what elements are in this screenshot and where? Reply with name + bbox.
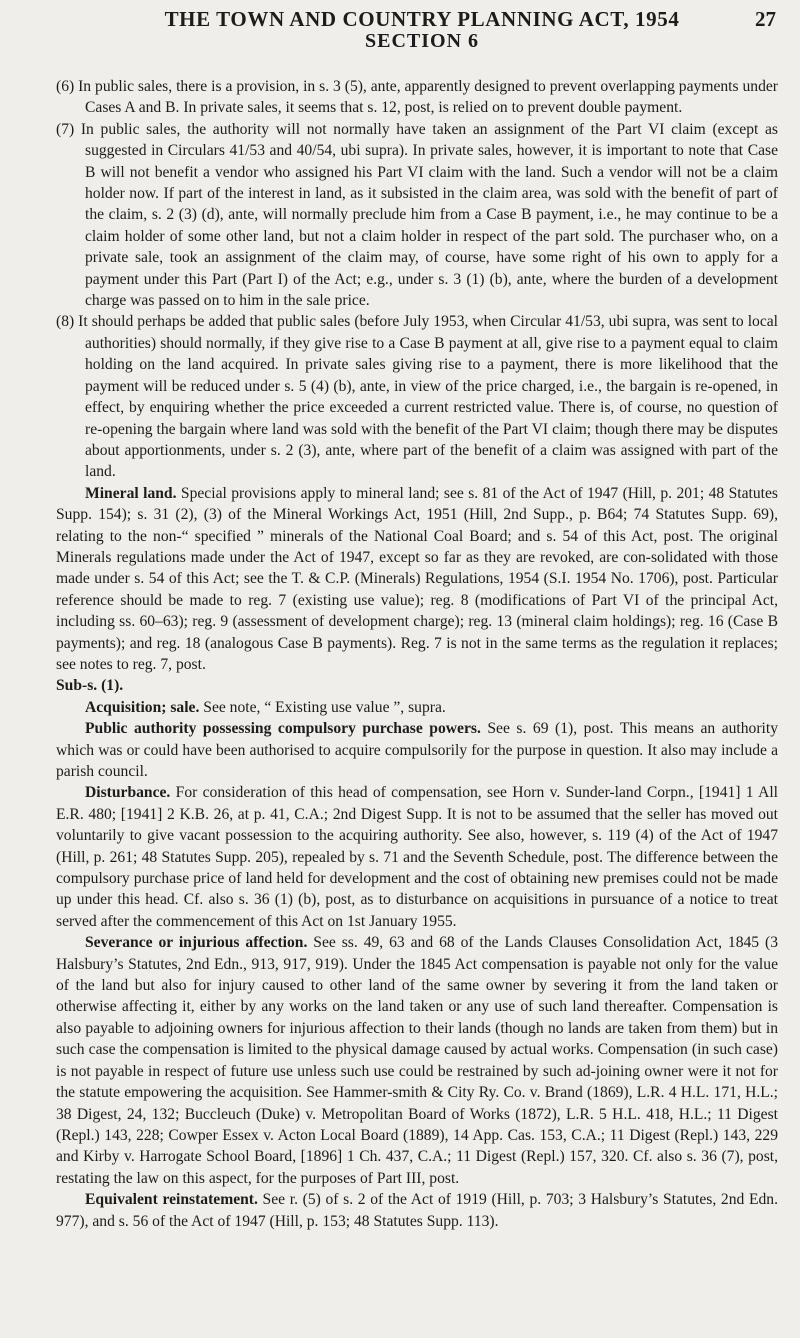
heading-equivalent-reinstatement: Equivalent reinstatement. — [85, 1191, 258, 1209]
heading-severance: Severance or injurious affection. — [85, 934, 308, 952]
heading-public-authority: Public authority possessing compulsory purchase powers. — [85, 720, 481, 738]
text-mineral-land: Special provisions apply to mineral land; see s. 81 of the Act of 1947 (Hill, p. 201; 48 Statutes Supp. 154); s. 31 (2), (3) of the Mineral Workings Act, 1951 (Hill, 2nd Supp., p. B64; 74 Statutes Supp. 69), relating to the non-“ specified ” minerals of the National Coal Board; and s. 54 of this Act, post. The original Minerals regulations made under the Act of 1947, except so far as they are revoked, are con-solidated with those made under s. 54 of this Act; see the T. & C.P. (Minerals) Regulations, 1954 (S.I. 1954 No. 1706), post. Particular reference should be made to reg. 7 (existing use value); reg. 8 (modifications of Part VI of the principal Act, including ss. 60–63); reg. 9 (assessment of development charge); reg. 13 (mineral claim holdings); reg. 16 (Case B payments); and reg. 18 (analogous Case B payments). Reg. 7 is not in the same terms as the regulation it replaces; see notes to reg. 7, post. — [56, 484, 778, 673]
paragraph-disturbance — [56, 782, 778, 932]
paragraph-acquisition-sale — [56, 697, 778, 718]
paragraph-equivalent-reinstatement — [56, 1189, 778, 1232]
body-text — [56, 76, 778, 1232]
heading-mineral-land: Mineral land. — [85, 484, 177, 502]
page-number: 27 — [755, 7, 776, 31]
text-equivalent-reinstatement: See r. (5) of s. 2 of the Act of 1919 (Hill, p. 703; 3 Halsbury’s Statutes, 2nd Edn. 977), and s. 56 of the Act of 1947 (Hill, p. 153; 48 Statutes Supp. 113). — [56, 1191, 778, 1230]
text-public-authority: See s. 69 (1), post. This means an authority which was or could have been authorised to acquire compulsorily for the purpose in question. It also may include a parish council. — [56, 720, 778, 780]
paragraph-8: (8) It should perhaps be added that public sales (before July 1953, when Circular 41/53, ubi supra, was sent to local authorities) should normally, if they give rise to a Case B payment at all, give rise to a payment equal to claim holding on the land acquired. In private sales giving rise to a payment, there is more likelihood that the payment will be reduced under s. 5 (4) (b), ante, in view of the price charged, i.e., the bargain is re-opened, in effect, by enquiring whether the price exceeded a current restricted value. There is, of course, no question of re-opening the bargain where land was sold with the benefit of the Part VI claim; though there may be disputes about apportionments, under s. 2 (3), ante, where part of the benefit of a claim was assigned with part of the land. — [56, 313, 778, 481]
heading-sub-s-1: Sub-s. (1). — [56, 677, 124, 695]
text-severance: See ss. 49, 63 and 68 of the Lands Clauses Consolidation Act, 1845 (3 Halsbury’s Statutes, 2nd Edn., 913, 917, 919). Under the 1845 Act compensation is payable not only for the value of the land but also for injury caused to other land of the same owner by severing it from the land taken or otherwise affecting it, either by any works on the land taken or any use of such land thereafter. Compensation is also payable to adjoining owners for injurious affection to their lands (though no lands are taken from them) but in such case the compensation is limited to the physical damage caused by actual works. Compensation (in such case) is not payable in respect of future use unless such use could be restrained by such ad-joining owner were it not for the statute empowering the acquisition. See Hammer-smith & City Ry. Co. v. Brand (1869), L.R. 4 H.L. 171, H.L.; 38 Digest, 24, 132; Buccleuch (Duke) v. Metropolitan Board of Works (1872), L.R. 5 H.L. 418, H.L.; 11 Digest (Repl.) 143, 228; Cowper Essex v. Acton Local Board (1889), 14 App. Cas. 153, C.A.; 11 Digest (Repl.) 143, 229 and Kirby v. Harrogate School Board, [1896] 1 Ch. 437, C.A.; 11 Digest (Repl.) 157, 320. Cf. also s. 36 (7), post, restating the law on this aspect, for the purposes of Part III, post. — [56, 934, 778, 1187]
act-title: THE TOWN AND COUNTRY PLANNING ACT, 1954 — [164, 7, 680, 31]
paragraph-severance — [56, 932, 778, 1189]
paragraph-7: (7) In public sales, the authority will not normally have taken an assignment of the Part VI claim (except as suggested in Circulars 41/53 and 40/54, ubi supra). In private sales, however, it is important to note that Case B will not benefit a vendor who assigned his Part VI claim with the land. Such a vendor will not be a claim holder now. If part of the interest in land, as it subsisted in the claim area, was sold with the benefit of part of the claim, s. 2 (3) (d), ante, will normally preclude him from a Case B payment, i.e., he may continue to be a claim holder of some other land, but not a claim holder in respect of the part sold. The purchaser who, on a private sale, took an assignment of the claim may, of course, have some right of his own to apply for a payment under this Part (Part I) of the Act; e.g., under s. 3 (1) (b), ante, where the burden of a development charge was passed on to him in the sale price. — [56, 120, 778, 310]
paragraph-public-authority — [56, 718, 778, 782]
paragraph-sub-s-1 — [56, 675, 778, 696]
paragraph-mineral-land — [56, 483, 778, 676]
text-acquisition-sale: See note, “ Existing use value ”, supra. — [199, 698, 446, 716]
heading-acquisition-sale: Acquisition; sale. — [85, 698, 200, 716]
text-disturbance: For consideration of this head of compensation, see Horn v. Sunder-land Corpn., [1941] 1 All E.R. 480; [1941] 2 K.B. 26, at p. 41, C.A.; 2nd Digest Supp. It is not to be assumed that the seller has moved out voluntarily to give vacant possession to the acquiring authority. See also, however, s. 119 (4) of the Act of 1947 (Hill, p. 261; 48 Statutes Supp. 205), repealed by s. 71 and the Seventh Schedule, post. The difference between the compulsory purchase price of land held for development and the cost of obtaining new premises could not be made up under this head. Cf. also s. 36 (1) (b), post, as to disturbance on acquisitions in pursuance of a notice to treat served after the commencement of this Act on 1st January 1955. — [56, 784, 778, 930]
heading-disturbance: Disturbance. — [85, 784, 171, 802]
section-heading: SECTION 6 — [364, 30, 480, 52]
running-head — [112, 7, 776, 52]
paragraph-6: (6) In public sales, there is a provision, in s. 3 (5), ante, apparently designed to prevent overlapping payments under Cases A and B. In private sales, it seems that s. 12, post, is relied on to prevent double payment. — [56, 78, 778, 117]
